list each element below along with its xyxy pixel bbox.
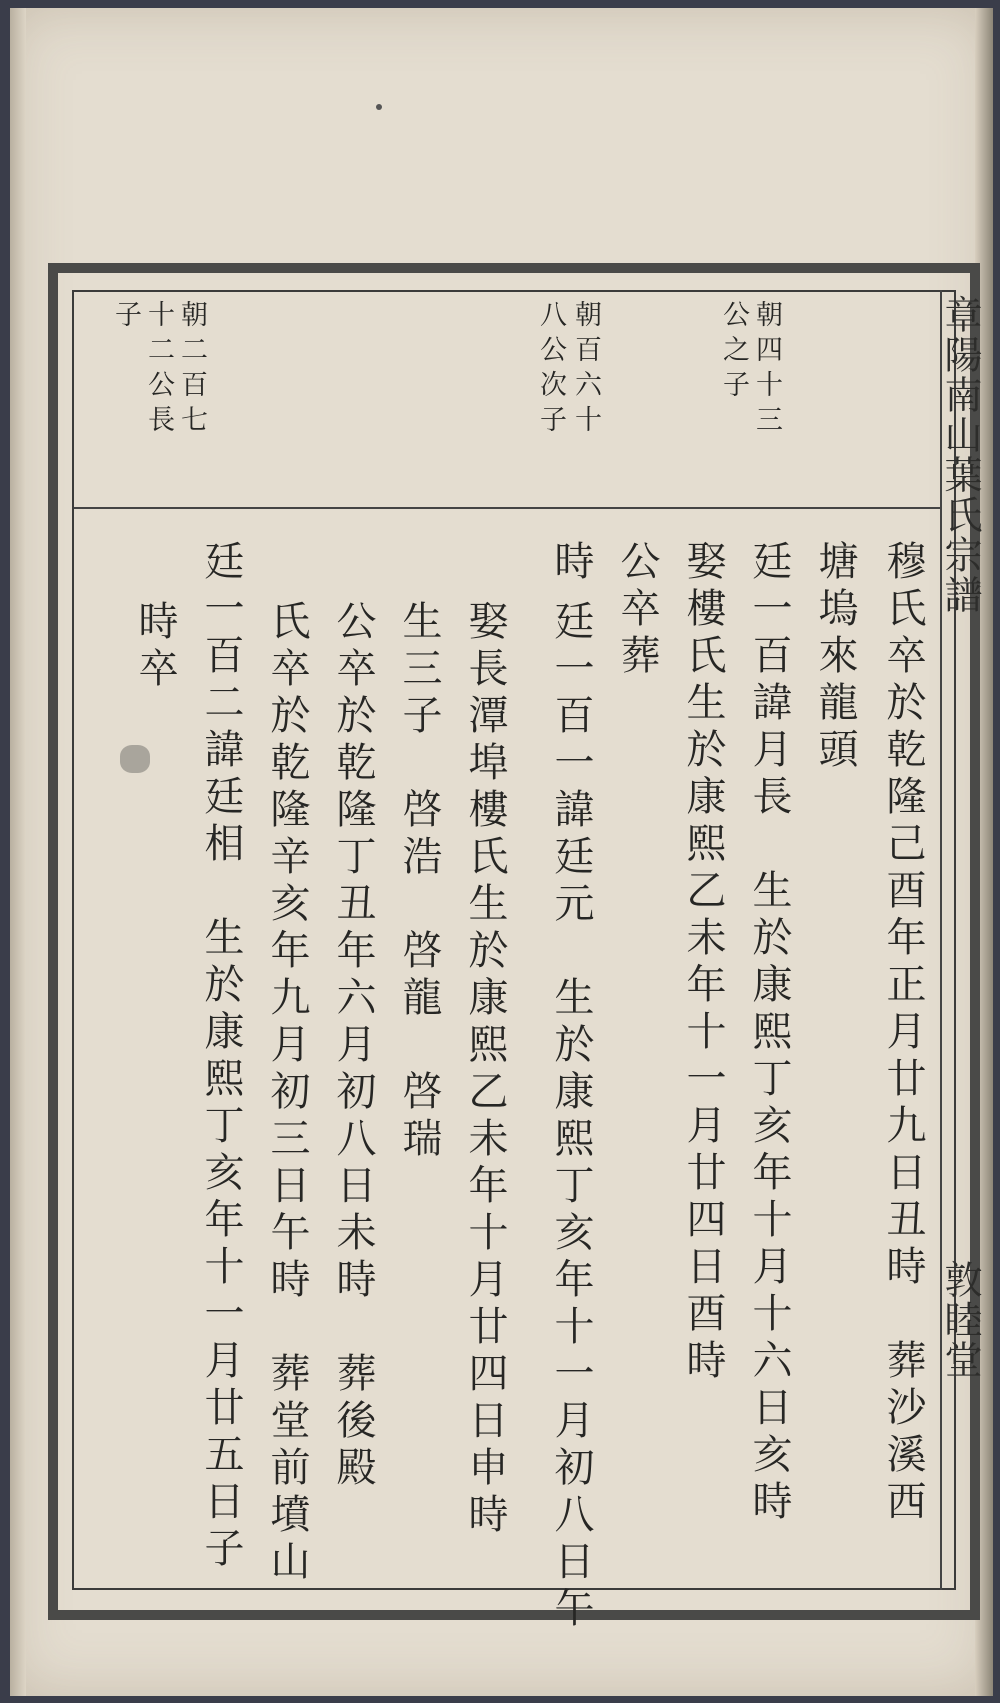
entry2-body-col1: 時 — [548, 540, 594, 587]
entry1-header-line2: 公之子 — [718, 300, 749, 405]
entry1-body-col5: 公卒葬 — [614, 540, 660, 681]
left-page-edge — [10, 8, 26, 1696]
hall-name: 敦睦堂 — [938, 1260, 982, 1380]
entry2-header-line1: 朝百六十 — [570, 300, 601, 440]
entry2-header-line2: 八公次子 — [535, 300, 566, 440]
entry1-body-col1: 穆氏卒於乾隆己酉年正月廿九日丑時 葬沙溪西 — [880, 540, 926, 1527]
entry2-body-col3: 娶長潭埠樓氏生於康熙乙未年十月廿四日申時 — [462, 600, 508, 1540]
book-title: 章陽南山葉氏宗譜 — [938, 295, 982, 615]
entry1-body-col4: 娶樓氏生於康熙乙未年十一月廿四日酉時 — [680, 540, 726, 1386]
entry1-body-col2: 塘塢來龍頭 — [812, 540, 858, 775]
entry3-header-line2: 十二公長 — [143, 300, 174, 440]
entry3-body-col1: 廷一百二諱廷相 生於康熙丁亥年十一月廿五日子 — [198, 540, 244, 1574]
header-row-divider — [74, 507, 942, 509]
entry3-header-line1: 朝二百七 — [176, 300, 207, 440]
paper-speck — [376, 104, 382, 110]
ink-smudge — [120, 745, 150, 773]
entry2-body-col6: 氏卒於乾隆辛亥年九月初三日午時 葬堂前墳山 — [264, 600, 310, 1587]
entry1-header-line1: 朝四十三 — [751, 300, 782, 440]
entry1-body-col3: 廷一百諱月長 生於康熙丁亥年十月十六日亥時 — [746, 540, 792, 1527]
entry3-header-line3: 子 — [110, 300, 141, 335]
entry2-body-col2: 廷一百一諱廷元 生於康熙丁亥年十一月初八日午 — [548, 600, 594, 1634]
entry2-body-col4: 生三子 啓浩 啓龍 啓瑞 — [396, 600, 442, 1164]
entry3-body-col2: 時卒 — [132, 600, 178, 694]
entry2-body-col5: 公卒於乾隆丁丑年六月初八日未時 葬後殿 — [330, 600, 376, 1493]
